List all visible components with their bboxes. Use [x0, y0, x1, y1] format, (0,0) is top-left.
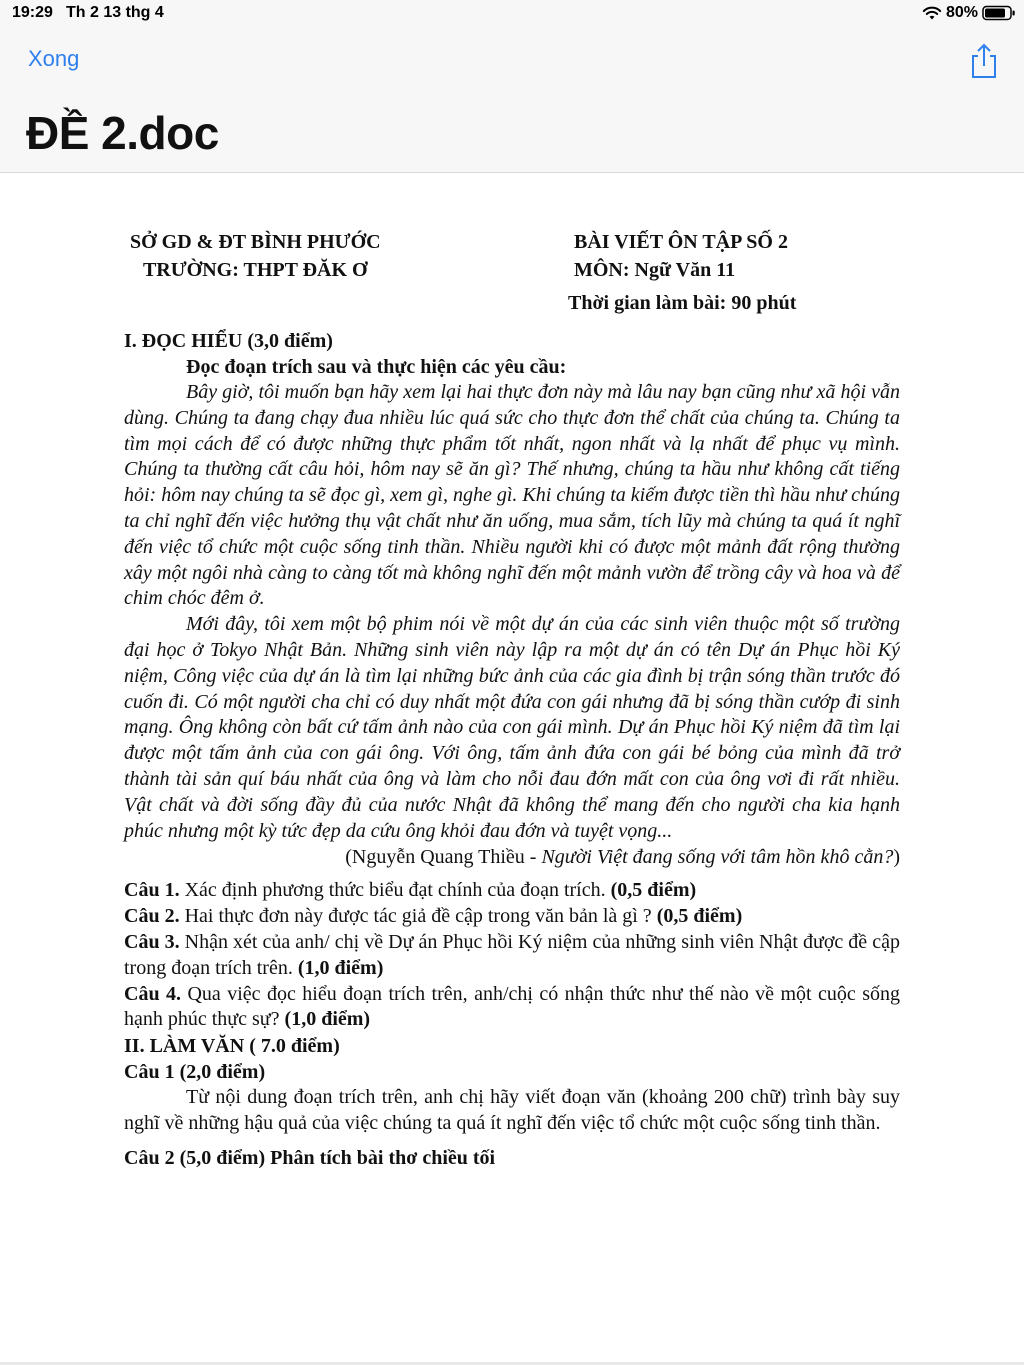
question-text: Xác định phương thức biểu đạt chính của đoạn trích. — [179, 879, 611, 902]
share-button[interactable] — [968, 42, 1000, 80]
status-indicators — [922, 4, 1016, 22]
battery-icon — [982, 5, 1016, 21]
question-label: Câu 2. — [124, 905, 180, 928]
question-score: (0,5 điểm) — [610, 879, 697, 902]
question-item — [124, 904, 900, 930]
question-text: Nhận xét của anh/ chị về Dự án Phục hồi Ký niệm của những sinh viên Nhật được đề cập trong đoạn trích trên. — [124, 930, 900, 979]
wifi-icon — [922, 5, 942, 21]
time-limit: Thời gian làm bài: 90 phút — [568, 292, 797, 314]
passage-paragraph: Bây giờ, tôi muốn bạn hãy xem lại hai thực đơn này mà lâu nay bạn cũng như xã hội vẫn dùng. Chúng ta đang chạy đua nhiều lúc quá sức cho thực đơn thể chất của chúng ta. Chúng ta tìm mọi cách để có được những thực phẩm tốt nhất, ngon nhất và lạ nhất để phục vụ mình. Chúng ta thường cất câu hỏi, hôm nay sẽ ăn gì? Thế nhưng, chúng ta hầu như không cất tiếng hỏi: hôm nay chúng ta sẽ đọc gì, xem gì, nghe gì. Khi chúng ta kiếm được tiền thì hầu như chúng ta chỉ nghĩ đến việc hưởng thụ vật chất như ăn uống, mua sắm, tích lũy mà chúng ta quá ít nghĩ đến việc tổ chức một cuộc sống tinh thần. Nhiều người khi có được một mảnh đất rộng thường xây một ngôi nhà càng to càng tốt mà không nghĩ đến một mảnh vườn để trồng cây và hoa và để chim chóc đêm ở. — [124, 381, 900, 610]
section-writing-title: II. LÀM VĂN ( 7.0 điểm) — [124, 1035, 340, 1058]
source-end: ) — [893, 846, 900, 869]
spacer — [124, 1137, 900, 1145]
exam-subject: MÔN: Ngữ Văn 11 — [574, 259, 736, 281]
passage-source — [124, 844, 900, 870]
essay-1-title: Câu 1 (2,0 điểm) — [124, 1061, 266, 1084]
document-title: ĐỀ 2.doc — [26, 107, 219, 159]
document-page — [124, 228, 900, 1171]
exam-header — [574, 228, 788, 284]
exam-title: BÀI VIẾT ÔN TẬP SỐ 2 — [574, 231, 788, 253]
status-time: 19:29 — [12, 4, 53, 21]
school-name: TRƯỜNG: THPT ĐĂK Ơ — [142, 259, 368, 281]
status-date: Th 2 13 thg 4 — [66, 4, 164, 21]
document-header — [124, 228, 900, 328]
reading-passage — [124, 380, 900, 844]
question-score: (1,0 điểm) — [284, 1008, 371, 1031]
essay-1-text: Từ nội dung đoạn trích trên, anh chị hãy viết đoạn văn (khoảng 200 chữ) trình bày suy nghĩ về những hậu quả của việc chúng ta quá ít nghĩ đến việc tổ chức một cuộc sống tinh thần. — [124, 1086, 900, 1134]
source-author: (Nguyễn Quang Thiều - — [345, 846, 542, 869]
question-item — [124, 982, 900, 1034]
question-label: Câu 4. — [124, 982, 182, 1005]
question-text: Qua việc đọc hiểu đoạn trích trên, anh/chị có nhận thức như thế nào về một cuộc sống hạnh phúc thực sự? — [124, 982, 900, 1031]
question-label: Câu 3. — [124, 930, 180, 953]
source-work: Người Việt đang sống với tâm hồn khô cằn? — [541, 846, 894, 869]
section-reading-title: I. ĐỌC HIỂU (3,0 điểm) — [124, 330, 333, 352]
status-bar — [0, 0, 1024, 26]
question-score: (1,0 điểm) — [297, 956, 384, 979]
done-button[interactable]: Xong — [28, 46, 80, 71]
question-item — [124, 930, 900, 982]
question-score: (0,5 điểm) — [656, 905, 743, 928]
school-header — [130, 228, 381, 284]
department-name: SỞ GD & ĐT BÌNH PHƯỚC — [130, 231, 381, 253]
essay-2-title: Câu 2 (5,0 điểm) Phân tích bài thơ chiều tối — [124, 1146, 496, 1169]
share-icon — [968, 42, 1000, 80]
reading-instruction: Đọc đoạn trích sau và thực hiện các yêu cầu: — [186, 356, 567, 378]
question-label: Câu 1. — [124, 879, 180, 902]
battery-percentage: 80% — [945, 4, 978, 21]
question-item — [124, 878, 900, 904]
question-text: Hai thực đơn này được tác giả đề cập trong văn bản là gì ? — [179, 905, 657, 928]
passage-paragraph: Mới đây, tôi xem một bộ phim nói về một dự án của các sinh viên thuộc một số trường đại học ở Tokyo Nhật Bản. Những sinh viên này lập ra một dự án có tên Dự án Phục hồi Ký niệm, Công việc của dự án là tìm lại những bức ảnh của các gia đình bị trận sóng thần trước đó cuốn đi. Có một người cha chỉ có duy nhất một đứa con gái nhưng đã bị sóng thần cướp đi sinh mạng. Ông không còn bất cứ tấm ảnh nào của con gái mình. Dự án Phục hồi Ký niệm đã tìm lại được một tấm ảnh của con gái ông. Với ông, tấm ảnh đứa con gái bé bỏng của mình đã trở thành tài sản quí báu nhất của ông và làm cho nỗi đau đớn mất con của ông vơi đi rất nhiều. Vật chất và đời sống đầy đủ của nước Nhật đã không thể mang đến cho người cha kia hạnh phúc nhưng một kỳ tức đẹp da cứu ông khỏi đau đớn và tuyệt vọng... — [124, 613, 900, 842]
navigation-header — [0, 0, 1024, 173]
